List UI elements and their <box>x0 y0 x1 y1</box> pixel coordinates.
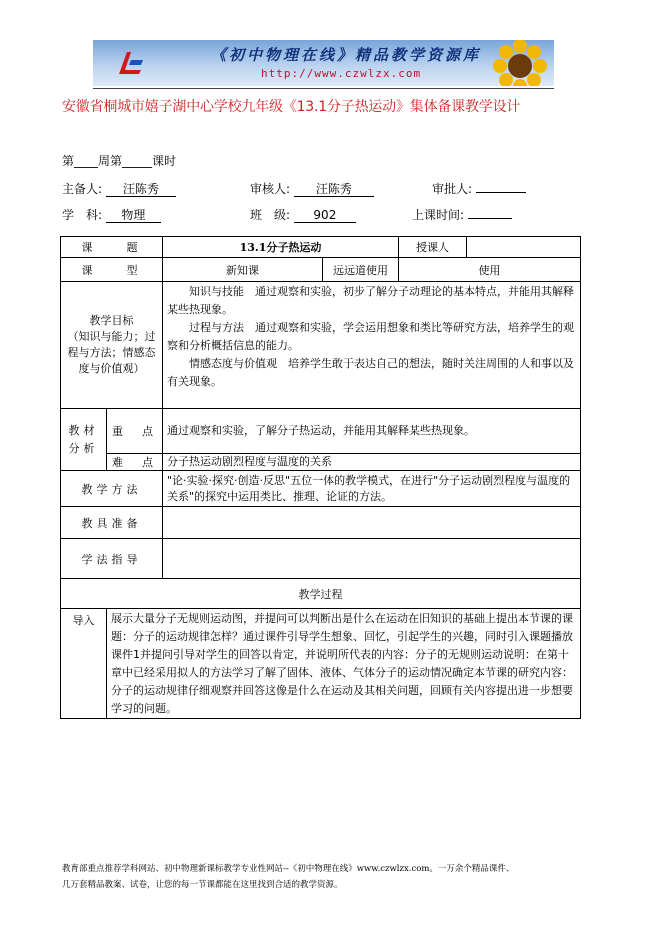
host-row <box>62 180 176 197</box>
guide-value <box>163 539 581 579</box>
subject-row <box>62 206 161 223</box>
site-logo-icon <box>113 46 147 80</box>
host-value: 汪陈秀 <box>106 183 176 197</box>
key-label: 重 点 <box>107 409 163 454</box>
document-title: 安徽省桐城市嬉子湖中心学校九年级《13.1分子热运动》集体备课教学设计 <box>62 99 521 115</box>
teacher-value <box>467 237 581 258</box>
header-rule <box>93 88 554 89</box>
subject-value: 物理 <box>106 209 161 223</box>
class-label: 班 级: <box>250 208 291 222</box>
sunflower-icon <box>490 40 550 86</box>
tools-label: 教具准备 <box>61 507 163 539</box>
page-footer <box>62 861 602 893</box>
subject-label: 学 科: <box>62 208 103 222</box>
goals-sub: （知识与能力；过程与方法；情感态度与价值观） <box>67 330 156 375</box>
type-value-1: 新知课 <box>163 258 323 282</box>
method-label: 教学方法 <box>61 471 163 507</box>
footer-line-2: 几万套精品教案、试卷，让您的每一节课都能在这里找到合适的教学资源。 <box>62 880 343 890</box>
reviewer-value: 汪陈秀 <box>294 183 374 197</box>
method-value: "论·实验·探究·创造·反思"五位一体的教学模式，在进行"分子运动剧烈程度与温度的关系"的探究中运用类比、推理、论证的方法。 <box>163 471 581 507</box>
banner-title: 《初中物理在线》精品教学资源库 <box>211 46 482 64</box>
reviewer-label: 审核人: <box>250 182 291 196</box>
tools-value <box>163 507 581 539</box>
guide-label: 学法指导 <box>61 539 163 579</box>
intro-label: 导入 <box>61 609 107 719</box>
time-value <box>468 218 512 219</box>
process-label: 教学过程 <box>61 579 581 609</box>
time-label: 上课时间: <box>412 208 465 222</box>
host-label: 主备人: <box>62 182 103 196</box>
reviewer-row <box>250 180 374 197</box>
analysis-label: 教材分析 <box>61 409 107 471</box>
goals-paragraph-3: 情感态度与价值观 培养学生敢于表达自己的想法，随时关注周围的人和事以及有关现象。 <box>167 357 574 388</box>
goals-paragraph-2: 过程与方法 通过观察和实验，学会运用想象和类比等研究方法，培养学生的观察和分析概括信息的能力。 <box>167 321 574 352</box>
goals-label: 教学目标 <box>89 314 134 327</box>
type-value-2: 远远道使用 <box>323 258 399 282</box>
goals-content <box>163 282 581 409</box>
banner-url: http://www.czwlzx.com <box>261 67 422 80</box>
topic-label: 课 题 <box>61 237 163 258</box>
difficulty-label: 难 点 <box>107 454 163 471</box>
type-label: 课 型 <box>61 258 163 282</box>
time-row <box>412 206 512 223</box>
goals-label-cell <box>61 282 163 409</box>
header-banner <box>93 40 554 86</box>
approver-value <box>476 192 526 193</box>
difficulty-value: 分子热运动剧烈程度与温度的关系 <box>163 454 581 471</box>
teacher-label: 授课人 <box>399 237 467 258</box>
intro-value: 展示大量分子无规则运动图，并提问可以判断出是什么在运动在旧知识的基础上提出本节课的课题：分子的运动规律怎样？通过课件引导学生想象、回忆，引起学生的兴趣，同时引入课题播放课件1并提问引导对学生的回答以肯定，并说明所代表的内容：分子的无规则运动说明：在第十章中已经采用拟人的方法学习了解了固体、液体、气体分子的运动情况确定本节课的研究内容：分子的运动规律仔细观察并回答这像是什么在运动及其相关问题，回顾有关内容提出进一步想要学习的问题。 <box>107 609 581 719</box>
approver-row <box>432 180 526 197</box>
class-row <box>250 206 356 223</box>
type-value-3: 使用 <box>399 258 581 282</box>
lesson-plan-table <box>60 236 581 719</box>
key-value: 通过观察和实验，了解分子热运动，并能用其解释某些热现象。 <box>163 409 581 454</box>
goals-paragraph-1: 知识与技能 通过观察和实验，初步了解分子动理论的基本特点，并能用其解释某些热现象。 <box>167 285 574 316</box>
footer-line-1: 教育部重点推荐学科网站、初中物理新课标教学专业性网站--《初中物理在线》www.czwlzx.com。一万余个精品课件、 <box>62 864 515 874</box>
week-line: 第____周第_____课时 <box>62 154 177 168</box>
class-value: 902 <box>294 209 356 223</box>
topic-value: 13.1分子热运动 <box>163 237 399 258</box>
approver-label: 审批人: <box>432 182 473 196</box>
